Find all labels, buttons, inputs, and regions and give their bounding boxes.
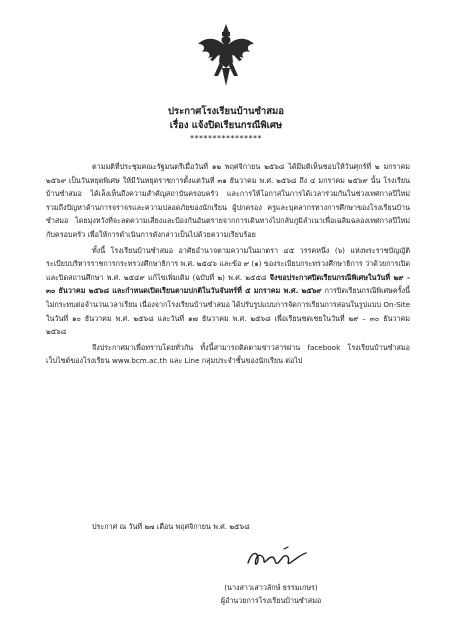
- document-title: ประกาศโรงเรียนบ้านซำสมอ: [167, 106, 284, 117]
- paragraph-2-emphasis: จึงขอประกาศปิดเรียนกรณีพิเศษในวันที่ ๒๙ - ๓๐ ธันวาคม ๒๕๖๘ และกำหนดเปิดเรียนตามปกติในวันจันทร์ที่ ๕ มกราคม พ.ศ. ๒๕๖๙: [46, 272, 410, 296]
- garuda-emblem-icon: [196, 22, 256, 88]
- title-divider: ****************: [190, 134, 262, 143]
- paragraph-1: ตามมติที่ประชุมคณะรัฐมนตรีเมื่อวันที่ ๑๒ พฤศจิกายน ๒๕๖๘ ได้มีมติเห็นชอบให้วันศุกร์ที่ ๒ มกราคม ๒๕๖๙ เป็นวันหยุดพิเศษ ให้มีวันหยุดราชการตั้งแต่วันที่ ๓๑ ธันวาคม พ.ศ. ๒๕๖๘ ถึง ๔ มกราคม ๒๕๖๙ นั้น โรงเรียนบ้านซำสมอ ได้เล็งเห็นถึงความสำคัญสถาบันครอบครัว และการให้โอกาสในการได้เวลาร่วมกันในช่วงเทศกาลปีใหม่ รวมถึงปัญหาด้านการจราจรและความปลอดภัยของนักเรียน ผู้ปกครอง ครูและบุคลากรทางการศึกษาของโรงเรียนบ้านซำสมอ โดยมุ่งหวังที่จะลดความเสี่ยงและป้องกันอันตรายจากการเดินทางไปกลับภูมิลำเนาเพื่อเฉลิมฉลองเทศกาลปีใหม่กับครอบครัว เพื่อให้การดำเนินการดังกล่าวเป็นไปด้วยความเรียบร้อย: [46, 162, 410, 239]
- paragraph-3-text-a: จึงประกาศมาเพื่อทราบโดยทั่วกัน ทั้งนี้สามารถติดตามข่าวสารผ่าน facebook โรงเรียนบ้านซำสมอ เว็บไซต์ของโรงเรียน: [46, 342, 410, 366]
- paragraph-3: [46, 341, 410, 368]
- signature-icon: [244, 545, 314, 571]
- paragraph-2: [46, 244, 410, 339]
- announce-date: ประกาศ ณ วันที่ ๒๗ เดือน พฤศจิกายน พ.ศ. ๒๕๖๘: [92, 522, 250, 531]
- signer-block: [196, 581, 346, 607]
- signer-name: (นางสาวเสาวลักษ์ ธรรมเกษร): [224, 583, 318, 592]
- paragraph-2-text-a: ทั้งนี้ โรงเรียนบ้านซำสมอ อาศัยอำนาจตามความในมาตรา ๔๕ วรรคหนึ่ง (๖) แห่งพระราชบัญญัติระเบียบบริหารราชการกระทรวงศึกษาธิการ พ.ศ. ๒๕๔๖ และข้อ ๙ (๑) ของระเบียบกระทรวงศึกษาธิการ ว่าด้วยการเปิด และปิดสถานศึกษา พ.ศ. ๒๕๔๙ แก้ไขเพิ่มเติม (ฉบับที่ ๒) พ.ศ. ๒๕๕๘: [46, 245, 410, 282]
- paragraph-3-text-b: และ Line กลุ่มประจำชั้นของนักเรียน ต่อไป: [169, 356, 303, 366]
- paragraph-2-text-b: การปิดเรียนกรณีพิเศษครั้งนี้ไม่กระทบต่อจำนวนเวลาเรียน เนื่องจากโรงเรียนบ้านซำสมอ ได้ปรับรูปแบบการจัดการเรียนการสอนในรูปแบบ On-Site ในวันที่ ๑๐ ธันวาคม พ.ศ. ๒๕๖๘ และวันที่ ๑๗ ธันวาคม พ.ศ. ๒๕๖๘ เพื่อเรียนชดเชยในวันที่ ๒๙ – ๓๐ ธันวาคม ๒๕๖๘: [46, 286, 410, 337]
- signer-position: ผู้อำนวยการโรงเรียนบ้านซำสมอ: [220, 596, 322, 605]
- document-subject: เรื่อง แจ้งปิดเรียนกรณีพิเศษ: [169, 120, 283, 131]
- document-body: [46, 160, 410, 370]
- website-link[interactable]: www.bcm.ac.th: [111, 356, 168, 366]
